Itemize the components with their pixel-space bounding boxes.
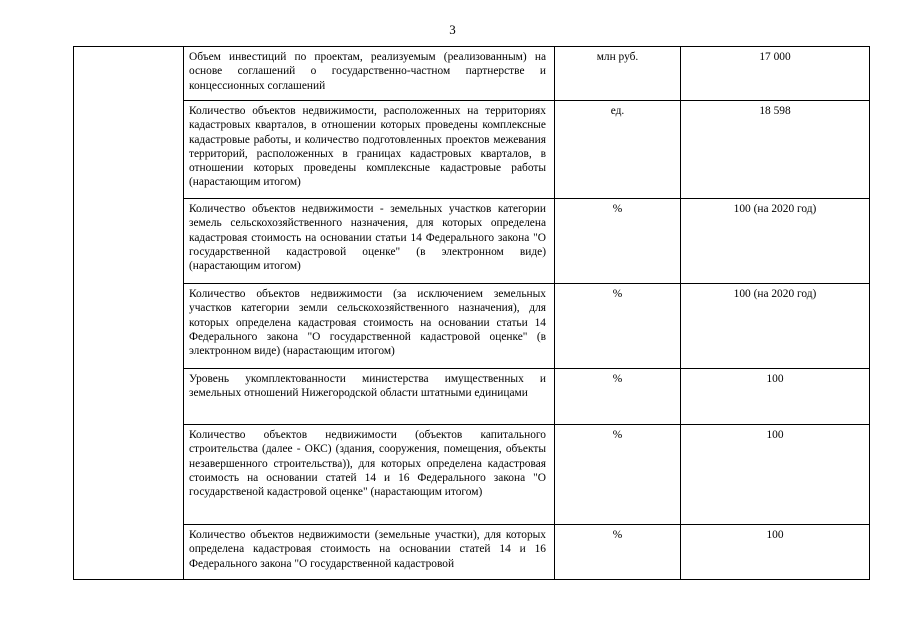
unit-cell <box>555 199 681 284</box>
value-cell <box>681 284 870 369</box>
indicator-cell <box>184 284 555 369</box>
page-number: 3 <box>449 22 456 37</box>
table-row <box>74 47 870 101</box>
indicator-cell <box>184 101 555 199</box>
unit-cell <box>555 525 681 580</box>
indicators-table <box>73 46 870 580</box>
table-row <box>74 101 870 199</box>
indicator-text: Объем инвестиций по проектам, реализуемым (реализованным) на основе соглашений о государственно-частном партнерстве и концессионных соглашений <box>189 51 546 92</box>
indicator-cell <box>184 425 555 525</box>
value-text: 100 <box>766 529 784 541</box>
value-text: 100 <box>766 429 784 441</box>
unit-cell <box>555 369 681 425</box>
value-text: 100 <box>766 373 784 385</box>
unit-text: млн руб. <box>596 51 639 63</box>
table-row <box>74 425 870 525</box>
indicator-cell <box>184 525 555 580</box>
unit-text: ед. <box>610 105 625 117</box>
unit-text: % <box>612 373 623 385</box>
value-cell <box>681 101 870 199</box>
indicator-cell <box>184 199 555 284</box>
table-row <box>74 199 870 284</box>
indicator-text: Количество объектов недвижимости (земельные участки), для которых определена кадастровая стоимость на основании статей 14 и 16 Федерального закона "О государственной кадастровой <box>189 529 546 570</box>
indicator-cell <box>184 369 555 425</box>
unit-cell <box>555 47 681 101</box>
unit-text: % <box>612 429 623 441</box>
unit-text: % <box>612 288 623 300</box>
indicator-text: Уровень укомплектованности министерства имущественных и земельных отношений Нижегородской области штатными единицами <box>189 373 546 400</box>
value-cell <box>681 425 870 525</box>
value-text: 100 (на 2020 год) <box>733 203 817 215</box>
merged-left-cell <box>74 47 184 580</box>
indicator-text: Количество объектов недвижимости (объектов капитального строительства (далее - ОКС) (здания, сооружения, помещения, объекты незавершенного строительства)), для которых определена кадастровая стоимость на основании статей 14 и 16 Федерального закона "О государственой кадастровой оценке" (нарастающим итогом) <box>189 429 546 499</box>
table-row <box>74 284 870 369</box>
unit-cell <box>555 284 681 369</box>
value-text: 100 (на 2020 год) <box>733 288 817 300</box>
table-row <box>74 369 870 425</box>
table-row <box>74 525 870 580</box>
value-cell <box>681 47 870 101</box>
unit-cell <box>555 101 681 199</box>
indicator-text: Количество объектов недвижимости, расположенных на территориях кадастровых кварталов, в отношении которых проведены комплексные кадастровые работы, и количество подготовленных проектов межевания территорий, расположенных в границах кадастровых кварталов, в отношении которых проведены комплексные кадастровые работы (нарастающим итогом) <box>189 105 546 189</box>
unit-cell <box>555 425 681 525</box>
value-cell <box>681 369 870 425</box>
indicator-cell <box>184 47 555 101</box>
unit-text: % <box>612 529 623 541</box>
indicator-text: Количество объектов недвижимости - земельных участков категории земель сельскохозяйственного назначения, для которых определена кадастровая стоимость на основании статьи 14 Федерального закона "О государственной кадастровой оценке" (в электронном виде) (нарастающим итогом) <box>189 203 546 273</box>
value-text: 18 598 <box>759 105 791 117</box>
indicator-text: Количество объектов недвижимости (за исключением земельных участков категории земли сельскохозяйственного назначения), для которых определена кадастровая стоимость на основании статьи 14 Федерального закона "О государственной кадастровой оценке" (в электронном виде) (нарастающим итогом) <box>189 288 546 358</box>
value-text: 17 000 <box>759 51 791 63</box>
value-cell <box>681 199 870 284</box>
value-cell <box>681 525 870 580</box>
unit-text: % <box>612 203 623 215</box>
